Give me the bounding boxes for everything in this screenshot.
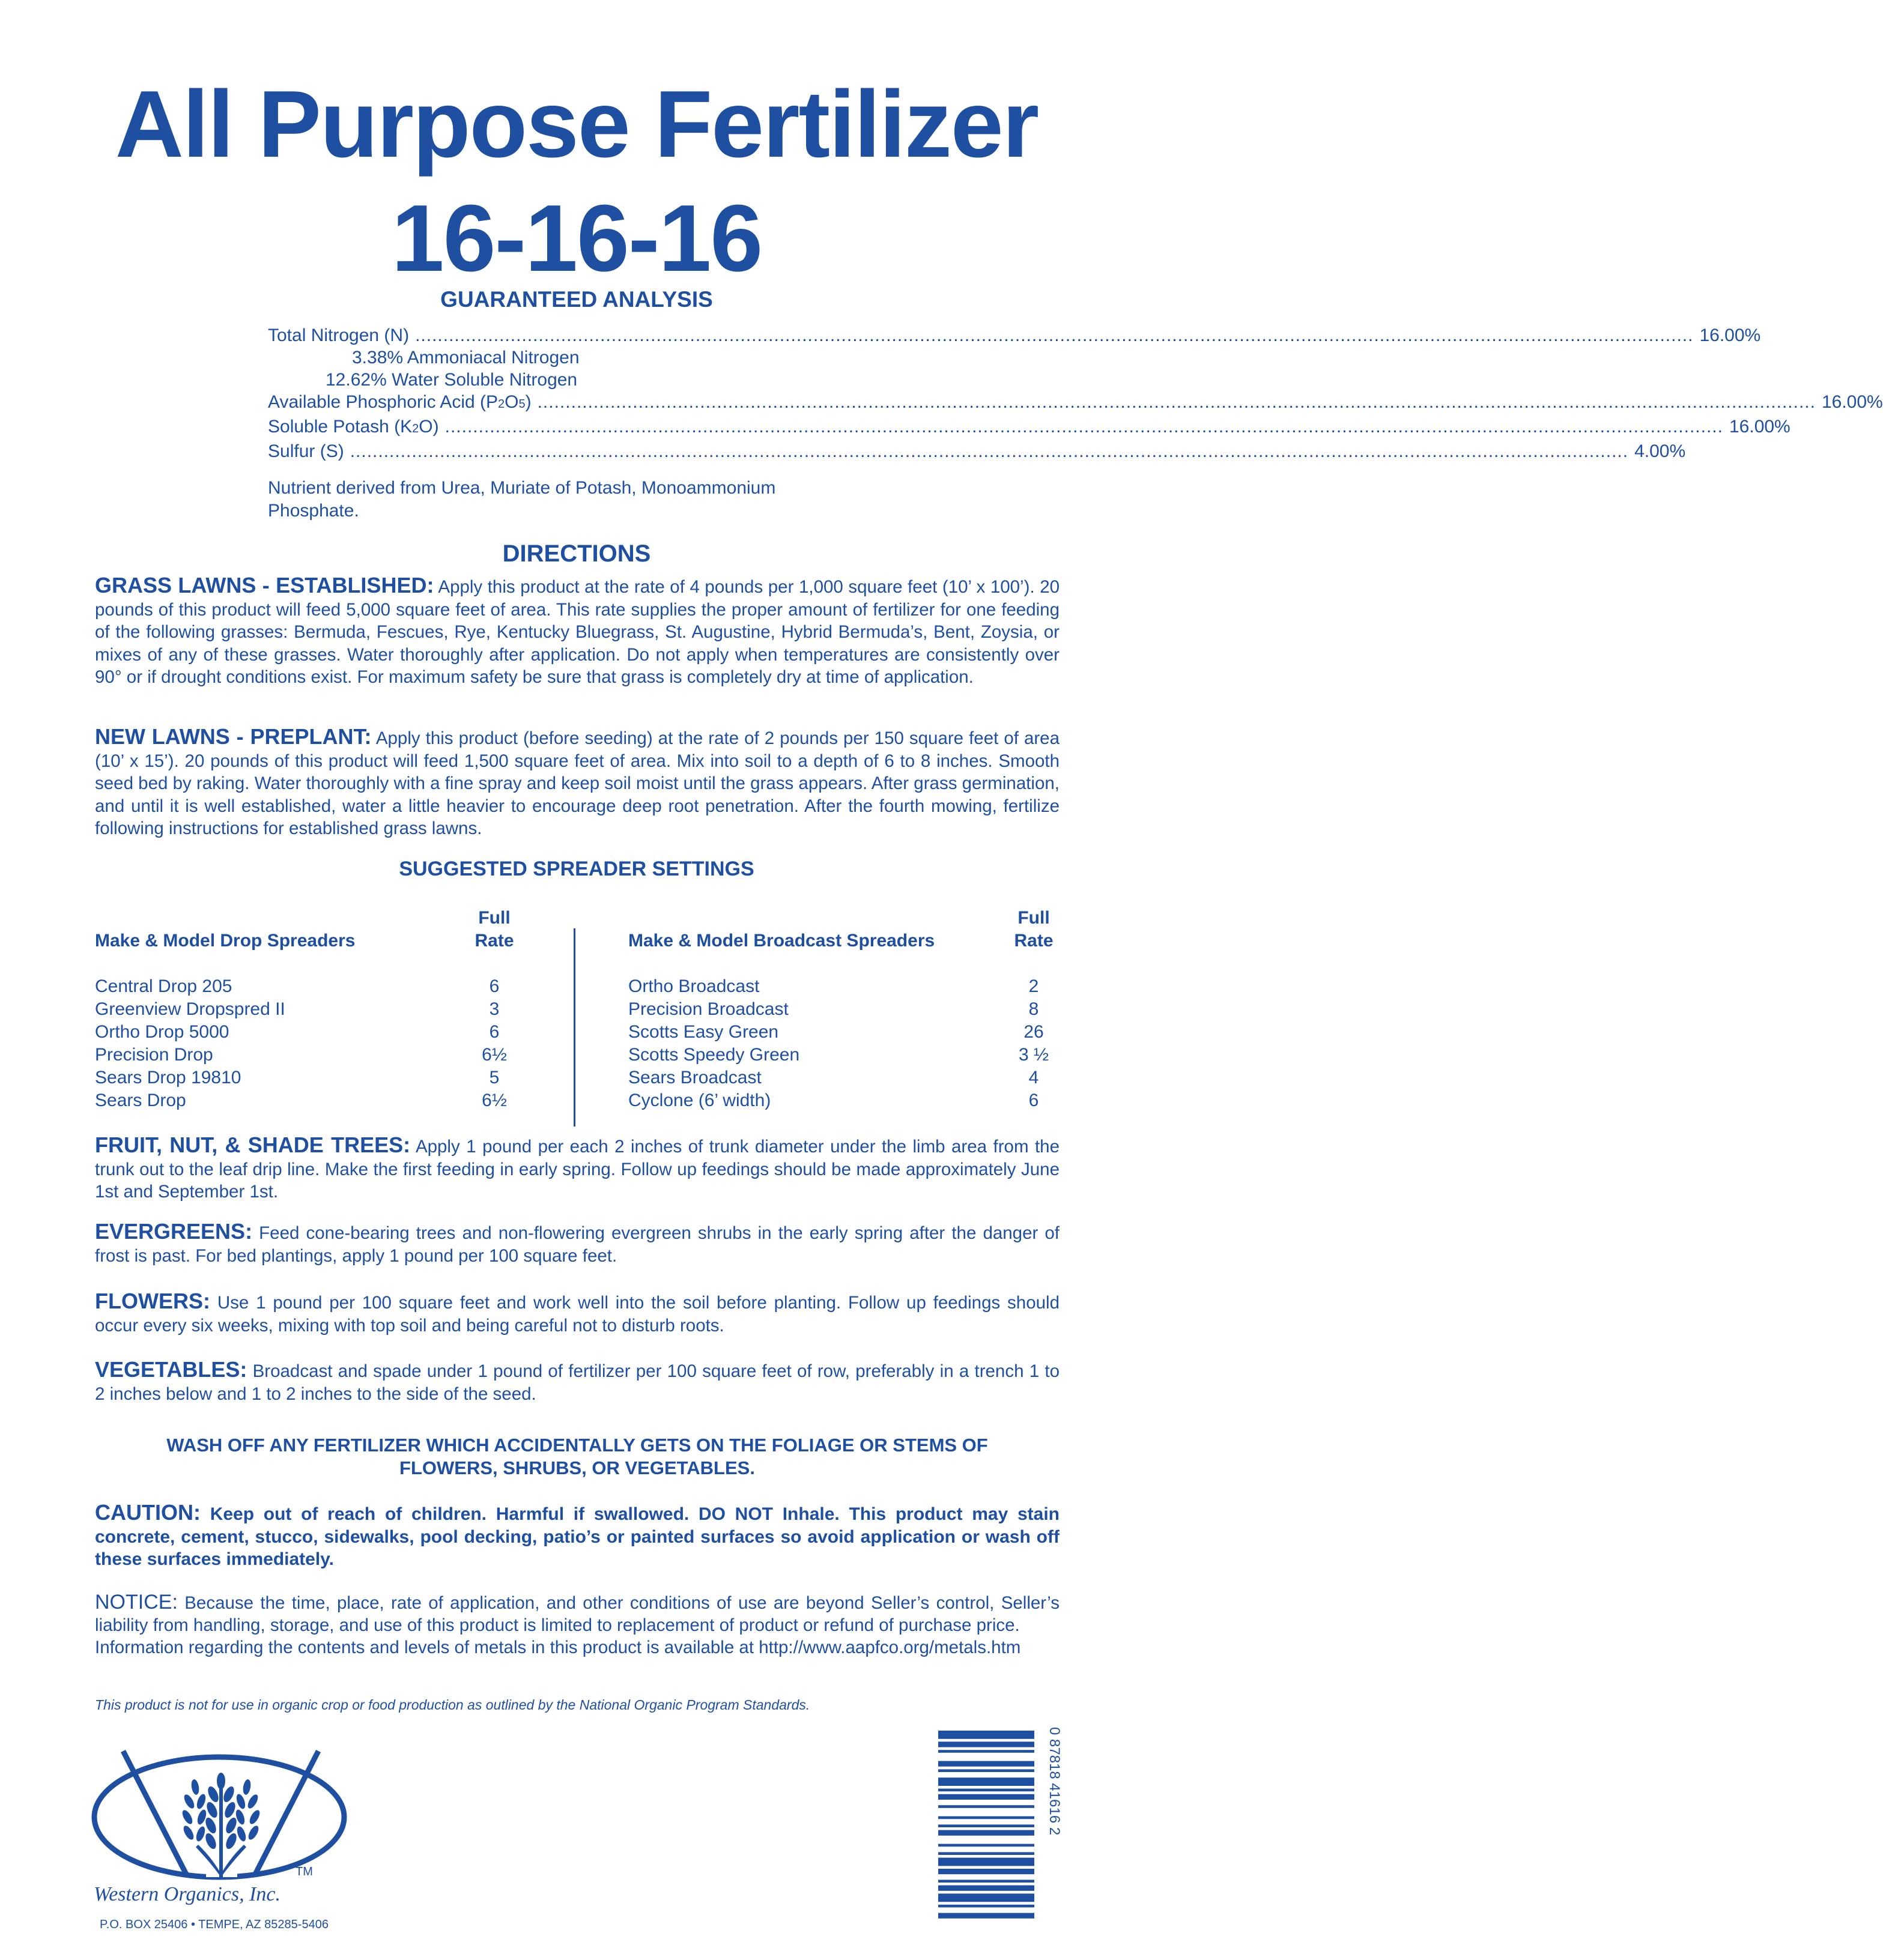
column-rate: Rate: [475, 931, 514, 951]
company-name: Western Organics, Inc.: [94, 1883, 280, 1905]
barcode-bar: [938, 1830, 1034, 1836]
notice-heading: NOTICE:: [95, 1591, 178, 1614]
spreader-rate: 6½: [482, 1090, 507, 1110]
fruit-nut-shade-trees: [95, 1134, 1060, 1203]
table-row: [628, 1044, 1061, 1066]
table-header: [95, 930, 527, 952]
spreader-rate: 26: [1023, 1022, 1044, 1042]
spreader-rate: 2: [1028, 976, 1039, 996]
leader-dots: [350, 440, 1628, 462]
barcode-icon: [938, 1727, 1063, 1925]
spreader-rate: 3: [489, 999, 500, 1019]
spreader-model: Sears Drop: [95, 1090, 186, 1110]
phosphoric-label: Available Phosphoric Acid (P2O5): [268, 392, 532, 412]
table-row: [95, 1066, 527, 1089]
spreader-model: Scotts Speedy Green: [628, 1045, 800, 1065]
column-divider: [574, 928, 575, 1127]
phosphoric-value: 16.00%: [1821, 392, 1883, 412]
spreader-model: Cyclone (6’ width): [628, 1090, 771, 1110]
sulfur-value: 4.00%: [1634, 441, 1686, 461]
spreader-model: Central Drop 205: [95, 976, 232, 996]
barcode-bar: [938, 1761, 1034, 1767]
spreader-model: Precision Drop: [95, 1045, 213, 1065]
vegetables: [95, 1358, 1060, 1405]
spreader-model: Scotts Easy Green: [628, 1022, 779, 1042]
barcode-bar: [938, 1769, 1034, 1772]
barcode-bar: [938, 1789, 1034, 1792]
table-row: [95, 1021, 527, 1044]
spreader-rate: 5: [489, 1068, 500, 1087]
barcode-bar: [938, 1750, 1034, 1753]
barcode-bar: [938, 1805, 1034, 1808]
evergreens: [95, 1220, 1060, 1267]
column-full: Full: [478, 908, 511, 928]
flowers: [95, 1290, 1060, 1337]
spreader-model: Sears Drop 19810: [95, 1068, 241, 1087]
table-row: [628, 1066, 1061, 1089]
column-rate: Rate: [1014, 931, 1054, 951]
spreader-rate: 6: [1028, 1090, 1039, 1110]
caution-heading: CAUTION:: [95, 1500, 201, 1525]
guaranteed-analysis-heading: GUARANTEED ANALYSIS: [440, 287, 713, 312]
barcode-bar: [938, 1880, 1034, 1883]
potash-label: Soluble Potash (K2O): [268, 417, 439, 437]
table-header: [628, 907, 1061, 930]
spreader-rate: 4: [1028, 1068, 1039, 1087]
western-organics-logo: [90, 1739, 354, 1883]
spreader-model: Sears Broadcast: [628, 1068, 762, 1087]
nitrogen-label: Total Nitrogen (N): [268, 325, 410, 345]
table-row: [628, 998, 1061, 1021]
table-row: [95, 975, 527, 998]
trademark-mark: TM: [296, 1865, 313, 1878]
spreader-settings-heading: SUGGESTED SPREADER SETTINGS: [399, 858, 754, 880]
npk-ratio: 16-16-16: [391, 186, 762, 291]
drop-spreader-table: [95, 907, 527, 1112]
notice-text: Because the time, place, rate of application, and other conditions of use are beyond Seller’s control, Seller’s liability from handling, storage, and use of this product is limited to replacement of product or refund of purchase price.: [95, 1593, 1060, 1635]
analysis-row-phosphoric: [268, 391, 1883, 416]
nitrogen-value: 16.00%: [1699, 325, 1761, 345]
guaranteed-analysis: [268, 324, 1883, 522]
drop-header: Make & Model Drop Spreaders: [95, 931, 356, 951]
table-row: [628, 1021, 1061, 1044]
water-soluble-nitrogen: 12.62% Water Soluble Nitrogen: [326, 370, 578, 390]
spreader-model: Greenview Dropspred II: [95, 999, 285, 1019]
barcode-bar: [938, 1816, 1034, 1819]
barcode-bar: [938, 1824, 1034, 1827]
section-text: Broadcast and spade under 1 pound of fertilizer per 100 square feet of row, preferably in a trench 1 to 2 inches below and 1 to 2 inches to the side of the seed.: [95, 1361, 1060, 1404]
barcode-bar: [938, 1893, 1034, 1902]
section-text: Use 1 pound per 100 square feet and work well into the soil before planting. Follow up feedings should occur every six weeks, mixing with top soil and being careful not to disturb roots.: [95, 1293, 1060, 1335]
barcode-digits: 0 87818 41616 2: [1046, 1727, 1063, 1836]
analysis-row-sulfur: [268, 440, 1686, 462]
spreader-model: Precision Broadcast: [628, 999, 789, 1019]
spreader-rate: 6: [489, 976, 500, 996]
barcode-bar: [938, 1852, 1034, 1855]
potash-value: 16.00%: [1729, 417, 1791, 437]
leader-dots: [538, 391, 1816, 413]
table-row: [628, 1089, 1061, 1112]
table-header: [95, 907, 527, 930]
section-heading: GRASS LAWNS - ESTABLISHED:: [95, 573, 434, 597]
section-heading: VEGETABLES:: [95, 1357, 247, 1382]
barcode-bar: [938, 1886, 1034, 1891]
barcode-bar: [938, 1731, 1034, 1739]
section-text: Feed cone-bearing trees and non-flowering evergreen shrubs in the early spring after the danger of frost is past. For bed plantings, apply 1 pound per 100 square feet.: [95, 1223, 1060, 1266]
spreader-rate: 6½: [482, 1045, 507, 1065]
notice-statement: [95, 1591, 1060, 1659]
table-row: [95, 1044, 527, 1066]
table-header: [628, 930, 1061, 952]
leader-dots: [415, 324, 1693, 346]
section-text: Apply this product at the rate of 4 pounds per 1,000 square feet (10’ x 100’). 20 pounds of this product will feed 5,000 square feet of area. This rate supplies the proper amount of fertilizer for one feeding of the following grasses: Bermuda, Fescues, Rye, Kentucky Bluegrass, St. Augustine, Hybrid Bermuda’s, Bent, Zoysia, or mixes of any of these grasses. Water thoroughly after application. Do not apply when temperatures are consistently over 90° or if drought conditions exist. For maximum safety be sure that grass is completely dry at time of application.: [95, 577, 1060, 687]
spreader-rate: 8: [1028, 999, 1039, 1019]
column-full: Full: [1017, 908, 1050, 928]
sulfur-label: Sulfur (S): [268, 441, 344, 461]
barcode-bar: [938, 1777, 1034, 1786]
spreader-model: Ortho Broadcast: [628, 976, 760, 996]
caution-statement: [95, 1501, 1060, 1571]
barcode-bar: [938, 1794, 1034, 1800]
spreader-model: Ortho Drop 5000: [95, 1022, 229, 1042]
section-heading: EVERGREENS:: [95, 1219, 253, 1244]
new-lawns-preplant: [95, 725, 1060, 840]
analysis-row-nitrogen: [268, 324, 1761, 346]
analysis-row-potash: [268, 416, 1791, 440]
organic-disclaimer: This product is not for use in organic crop or food production as outlined by the National Organic Program Standards.: [95, 1697, 810, 1713]
section-heading: FLOWERS:: [95, 1289, 210, 1313]
spreader-rate: 3 ½: [1018, 1045, 1049, 1065]
barcode-bar: [938, 1905, 1034, 1908]
spreader-rate: 6: [489, 1022, 500, 1042]
broadcast-header: Make & Model Broadcast Spreaders: [628, 931, 935, 951]
barcode-bar: [938, 1858, 1034, 1866]
caution-text: Keep out of reach of children. Harmful if swallowed. DO NOT Inhale. This product may stain concrete, cement, stucco, sidewalks, pool decking, patio’s or painted surfaces so avoid application or wash off these surfaces immediately.: [95, 1504, 1060, 1569]
barcode-bar: [938, 1913, 1034, 1919]
directions-heading: DIRECTIONS: [502, 540, 651, 567]
ammoniacal-nitrogen: 3.38% Ammoniacal Nitrogen: [352, 348, 580, 368]
leader-dots: [445, 416, 1723, 438]
table-row: [95, 1089, 527, 1112]
barcode-bar: [938, 1741, 1034, 1747]
table-row: [628, 975, 1061, 998]
grass-lawns-established: [95, 574, 1060, 689]
nutrient-derivation: Nutrient derived from Urea, Muriate of Potash, Monoammonium Phosphate.: [268, 478, 776, 521]
metals-info: Information regarding the contents and levels of metals in this product is available at http://www.aapfco.org/metals.htm: [95, 1638, 1021, 1657]
barcode-bar: [938, 1869, 1034, 1874]
barcode-bar: [938, 1844, 1034, 1847]
section-text: Apply this product (before seeding) at the rate of 2 pounds per 150 square feet of area (10’ x 15’). 20 pounds of this product will feed 1,500 square feet of area. Mix into soil to a depth of 6 to 8 inches. Smooth seed bed by raking. Water thoroughly with a fine spray and keep soil moist until the grass appears. After grass germination, and until it is well established, water a little heavier to encourage deep root penetration. After the fourth mowing, fertilize following instructions for established grass lawns.: [95, 728, 1060, 838]
product-title: All Purpose Fertilizer: [115, 71, 1039, 177]
section-text: Apply 1 pound per each 2 inches of trunk diameter under the limb area from the trunk out to the leaf drip line. Make the first feeding in early spring. Follow up feedings should be made approximately June 1st and September 1st.: [95, 1137, 1060, 1202]
section-heading: NEW LAWNS - PREPLANT:: [95, 724, 372, 749]
broadcast-spreader-table: [628, 907, 1061, 1112]
section-heading: FRUIT, NUT, & SHADE TREES:: [95, 1133, 411, 1157]
table-row: [95, 998, 527, 1021]
company-address: P.O. BOX 25406 • TEMPE, AZ 85285-5406: [100, 1918, 329, 1931]
wash-off-warning: WASH OFF ANY FERTILIZER WHICH ACCIDENTALLY GETS ON THE FOLIAGE OR STEMS OF FLOWERS, SHRUBS, OR VEGETABLES.: [166, 1435, 988, 1478]
